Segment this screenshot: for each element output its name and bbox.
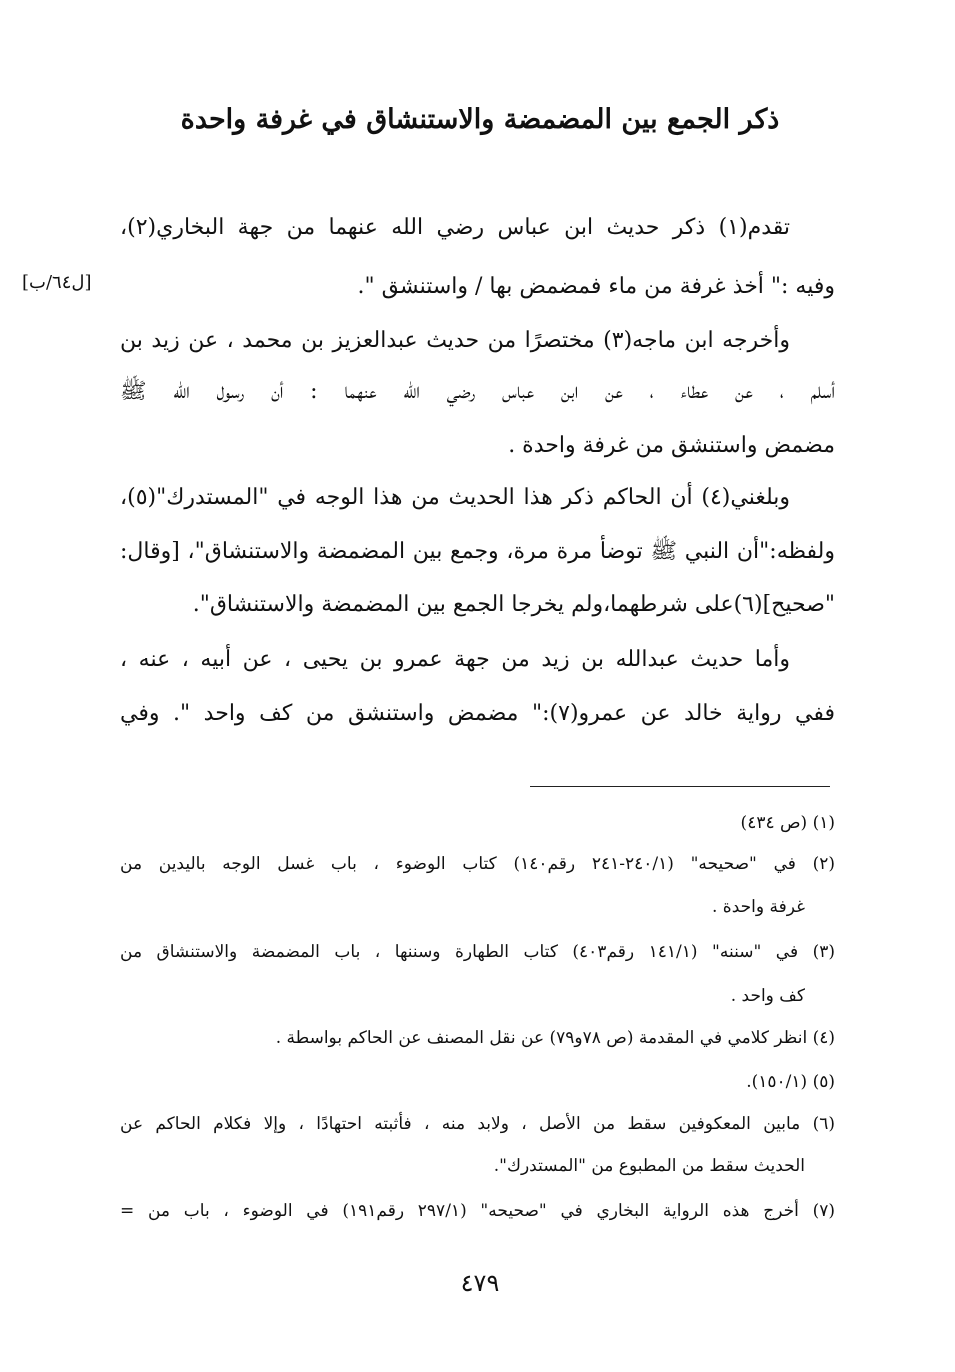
body-line: مضمض واستنشق من غرفة واحدة .: [508, 433, 835, 458]
body-line: تقدم(١) ذكر حديث ابن عباس رضي الله عنهما من جهة البخاري(٢)،: [120, 215, 790, 240]
footnote-line: كف واحد .: [730, 986, 805, 1006]
body-line: "صحيح](٦)على شرطهما،ولم يخرجا الجمع بين المضمضة والاستنشاق".: [192, 592, 835, 617]
footnote-line: (٦) مابين المعكوفين سقط من الأصل ، ولابد منه ، فأثبته احتهادًا ، وإلا فكلام الحاكم عن: [120, 1114, 835, 1134]
body-line: ففي رواية خالد عن عمرو(٧):" مضمض واستنشق من كف واحد ". وفي: [120, 701, 835, 726]
section-title: ذكر الجمع بين المضمضة والاستنشاق في غرفة واحدة: [180, 104, 780, 135]
footnote-line: (٥) (١٥٠/١).: [746, 1072, 835, 1092]
manuscript-folio-marker: [ل٦٤/ب]: [22, 272, 92, 293]
footnote-line: (٣) في "سننه" (١٤١/١ رقم٤٠٣) كتاب الطهارة وسننها ، باب المضمضة والاستنشاق من: [120, 942, 835, 962]
footnote-line: (٧) أخرج هذه الرواية البخاري في "صحيحه" (٢٩٧/١ رقم١٩١) في الوضوء ، باب من =: [120, 1201, 836, 1221]
footnote-line: (١) (ص ٤٣٤): [740, 813, 835, 833]
body-line: وأخرجه ابن ماجه(٣) مختصرًا من حديث عبدالعزيز بن محمد ، عن زيد بن: [120, 328, 790, 353]
body-line: وبلغني(٤) أن الحاكم ذكر هذا الحديث من هذا الوجه في "المستدرك"(٥)،: [120, 485, 790, 510]
footnote-line: (٤) انظر كلامي في المقدمة (ص ٧٨و٧٩) عن نقل المصنف عن الحاكم بواسطة .: [275, 1028, 835, 1048]
footnote-line: غرفة واحدة .: [712, 897, 805, 917]
body-line: وأما حديث عبدالله بن زيد من جهة عمرو بن يحيى ، عن أبيه ، عنه ،: [120, 647, 790, 672]
body-line: وفيه :" أخذ غرفة من ماء فمضمض بها / واستنشق ".: [357, 274, 835, 299]
footnote-separator: [530, 786, 830, 787]
footnote-line: (٢) في "صحيحه" (٢٤٠/١-٢٤١ رقم١٤٠) كتاب الوضوء ، باب غسل الوجه باليدين من: [120, 854, 835, 874]
body-line: أسلم ، عن عطاء ، عن ابن عباس رضي الله عنهما : أن رسول الله ﷺ: [120, 379, 835, 404]
page-number: ٤٧٩: [460, 1269, 500, 1297]
footnote-line: الحديث سقط من المطبوع من "المستدرك".: [493, 1156, 805, 1176]
body-line: ولفظه:"أن النبي ﷺ توضأ مرة مرة، وجمع بين المضمضة والاستنشاق"، [وقال:: [120, 539, 835, 564]
